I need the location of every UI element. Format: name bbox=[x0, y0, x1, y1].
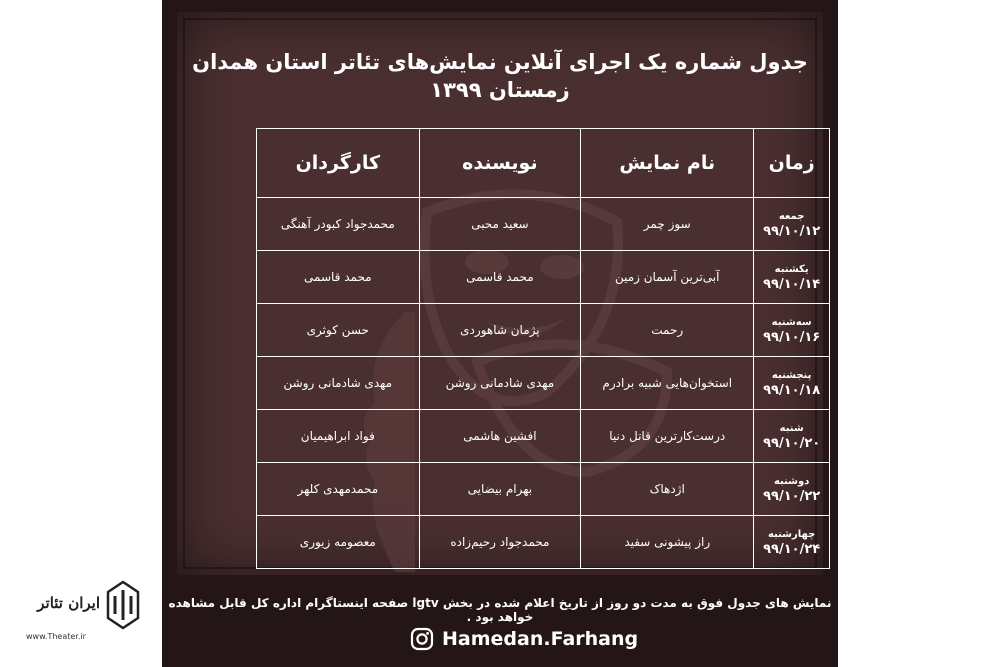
table-row bbox=[257, 463, 830, 516]
cell-writer: بهرام بیضایی bbox=[419, 463, 580, 516]
instagram-handle[interactable]: Hamedan.Farhang bbox=[442, 628, 639, 650]
table-row bbox=[257, 251, 830, 304]
header-director: کارگردان bbox=[257, 129, 420, 198]
cell-director: محمدجواد کبودر آهنگی bbox=[257, 198, 420, 251]
cell-day: جمعه bbox=[778, 211, 805, 222]
cell-date: ۹۹/۱۰/۱۶ bbox=[763, 330, 821, 345]
header-writer: نویسنده bbox=[419, 129, 580, 198]
cell-director: محمدمهدی کلهر bbox=[257, 463, 420, 516]
header-time: زمان bbox=[754, 129, 830, 198]
instagram-icon bbox=[410, 627, 434, 651]
cell-date: ۹۹/۱۰/۲۴ bbox=[763, 542, 821, 557]
cell-day: سه‌شنبه bbox=[771, 317, 812, 328]
cell-date: ۹۹/۱۰/۱۲ bbox=[763, 224, 821, 239]
cell-date: ۹۹/۱۰/۱۴ bbox=[763, 277, 821, 292]
instagram-link[interactable] bbox=[410, 625, 638, 653]
cell-show: سوز چمر bbox=[581, 198, 754, 251]
poster bbox=[162, 0, 838, 667]
table-row bbox=[257, 410, 830, 463]
cell-writer: مهدی شادمانی روشن bbox=[419, 357, 580, 410]
table-row bbox=[257, 304, 830, 357]
footer-note: نمایش های جدول فوق به مدت دو روز از تاریخ اعلام شده در بخش lgtv صفحه اینستاگرام اداره کل قابل مشاهده خواهد بود . bbox=[168, 596, 832, 624]
cell-director: حسن کوثری bbox=[257, 304, 420, 357]
cell-day: دوشنبه bbox=[773, 476, 810, 487]
page-title bbox=[177, 50, 823, 102]
cell-director: فواد ابراهیمیان bbox=[257, 410, 420, 463]
cell-time bbox=[754, 304, 830, 357]
title-line-2: زمستان ۱۳۹۹ bbox=[430, 78, 570, 102]
cell-date: ۹۹/۱۰/۱۸ bbox=[763, 383, 821, 398]
cell-time bbox=[754, 251, 830, 304]
cell-day: پنجشنبه bbox=[771, 370, 812, 381]
cell-show: راز پیشونی سفید bbox=[581, 516, 754, 569]
cell-time bbox=[754, 463, 830, 516]
cell-director: معصومه زیوری bbox=[257, 516, 420, 569]
cell-time bbox=[754, 198, 830, 251]
iran-theater-logo bbox=[20, 578, 160, 648]
cell-day: شنبه bbox=[779, 423, 804, 434]
cell-show: رحمت bbox=[581, 304, 754, 357]
iran-theater-logo-icon bbox=[106, 580, 140, 630]
table-header-row bbox=[257, 129, 830, 198]
table-row bbox=[257, 516, 830, 569]
cell-director: محمد قاسمی bbox=[257, 251, 420, 304]
schedule-table bbox=[256, 128, 830, 569]
schedule-board bbox=[177, 12, 823, 575]
cell-writer: محمد قاسمی bbox=[419, 251, 580, 304]
cell-writer: سعید محبی bbox=[419, 198, 580, 251]
logo-url: www.Theater.ir bbox=[26, 632, 86, 641]
cell-time bbox=[754, 357, 830, 410]
table-row bbox=[257, 357, 830, 410]
cell-director: مهدی شادمانی روشن bbox=[257, 357, 420, 410]
cell-writer: افشین هاشمی bbox=[419, 410, 580, 463]
cell-show: درست‌کارترین قاتل دنیا bbox=[581, 410, 754, 463]
cell-time bbox=[754, 410, 830, 463]
cell-show: استخوان‌هایی شبیه برادرم bbox=[581, 357, 754, 410]
table-row bbox=[257, 198, 830, 251]
logo-name: ایران تئاتر bbox=[37, 594, 100, 612]
cell-show: آبی‌ترین آسمان زمین bbox=[581, 251, 754, 304]
cell-writer: پژمان شاهوردی bbox=[419, 304, 580, 357]
cell-writer: محمدجواد رحیم‌زاده bbox=[419, 516, 580, 569]
title-line-1: جدول شماره یک اجرای آنلاین نمایش‌های تئاتر استان همدان bbox=[192, 50, 808, 74]
cell-date: ۹۹/۱۰/۲۰ bbox=[763, 436, 821, 451]
cell-show: اژدهاک bbox=[581, 463, 754, 516]
cell-date: ۹۹/۱۰/۲۲ bbox=[763, 489, 821, 504]
cell-day: یکشنبه bbox=[774, 264, 809, 275]
cell-day: چهارشنبه bbox=[767, 529, 816, 540]
cell-time bbox=[754, 516, 830, 569]
header-show: نام نمایش bbox=[581, 129, 754, 198]
